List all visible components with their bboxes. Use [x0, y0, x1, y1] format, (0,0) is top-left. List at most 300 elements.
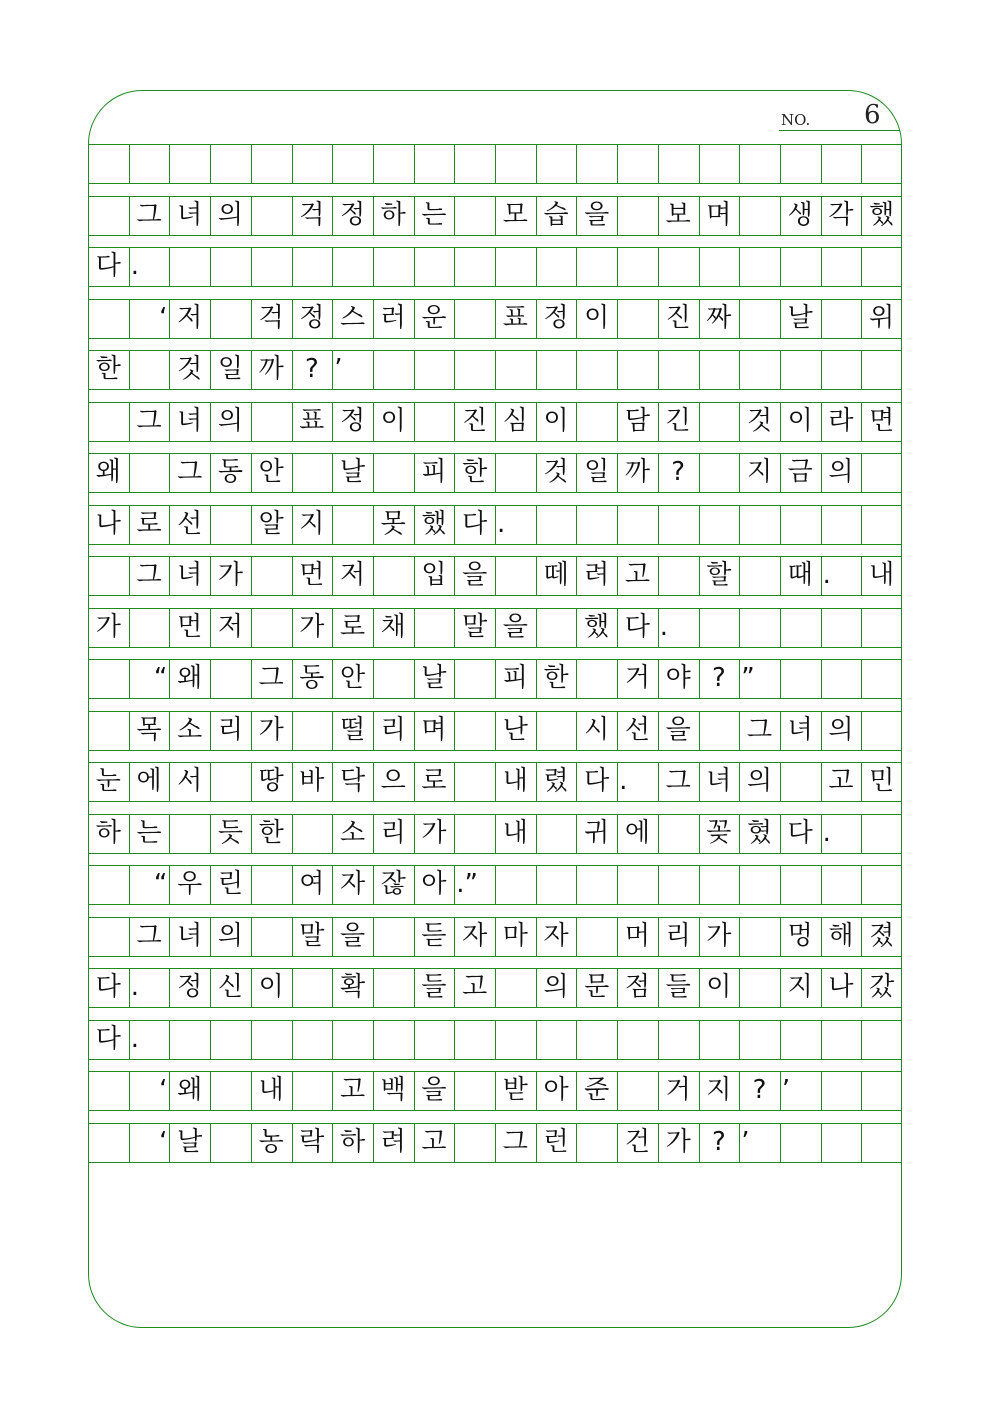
grid-line — [210, 556, 211, 595]
grid-line — [861, 814, 862, 853]
grid-line — [861, 299, 862, 338]
grid-line — [251, 659, 252, 698]
grid-line — [617, 505, 618, 544]
manuscript-cell: 목 — [136, 714, 162, 745]
manuscript-cell: “ — [153, 663, 168, 693]
manuscript-cell — [780, 608, 821, 647]
grid-line — [332, 865, 333, 904]
manuscript-cell: . — [130, 1023, 139, 1054]
manuscript-cell — [739, 505, 780, 544]
manuscript-cell: 알 — [258, 508, 284, 539]
manuscript-cell: 자 — [543, 920, 569, 951]
grid-line — [129, 608, 130, 647]
manuscript-cell: 리 — [380, 714, 406, 745]
grid-line — [739, 968, 740, 1007]
grid-line — [699, 556, 700, 595]
grid-line — [699, 968, 700, 1007]
grid-line — [821, 1020, 822, 1059]
grid-line — [414, 762, 415, 801]
manuscript-cell: 내 — [502, 766, 528, 796]
grid-line — [617, 865, 618, 904]
manuscript-cell: 잖 — [380, 869, 406, 899]
grid-line — [414, 299, 415, 338]
grid-line — [739, 453, 740, 492]
manuscript-cell — [821, 1020, 862, 1059]
grid-line — [88, 286, 902, 287]
manuscript-cell — [536, 814, 577, 853]
grid-line — [861, 1071, 862, 1110]
grid-line — [658, 814, 659, 853]
grid-line — [169, 865, 170, 904]
manuscript-cell — [739, 968, 780, 1007]
manuscript-cell — [373, 917, 414, 956]
manuscript-cell — [88, 917, 129, 956]
manuscript-cell: 그 — [136, 920, 162, 951]
manuscript-cell: 가 — [258, 714, 284, 745]
manuscript-cell — [739, 299, 780, 338]
grid-line — [292, 762, 293, 801]
grid-line — [658, 865, 659, 904]
grid-line — [88, 647, 902, 648]
manuscript-cell — [861, 1071, 902, 1110]
manuscript-cell: 할 — [706, 560, 732, 590]
manuscript-cell: 난 — [502, 714, 528, 745]
grid-line — [576, 1020, 577, 1059]
grid-line — [780, 505, 781, 544]
grid-line — [454, 350, 455, 389]
grid-line — [780, 968, 781, 1007]
manuscript-cell: 것 — [543, 457, 569, 487]
grid-line — [699, 1071, 700, 1110]
manuscript-cell: 의 — [828, 457, 854, 487]
manuscript-cell: . — [822, 560, 831, 590]
grid-line — [739, 917, 740, 956]
manuscript-cell: 며 — [421, 714, 447, 745]
manuscript-cell — [780, 1123, 821, 1162]
manuscript-cell: . — [619, 766, 628, 796]
grid-line — [129, 659, 130, 698]
grid-line — [821, 917, 822, 956]
page-number-label: NO. — [781, 111, 811, 129]
grid-line — [88, 801, 902, 802]
grid-line — [658, 917, 659, 956]
grid-line — [699, 196, 700, 235]
grid-line — [739, 1123, 740, 1162]
grid-line — [169, 659, 170, 698]
manuscript-cell: 정 — [339, 199, 366, 230]
grid-line — [251, 865, 252, 904]
manuscript-cell: 입 — [421, 560, 447, 590]
manuscript-cell: 선 — [624, 714, 650, 745]
manuscript-cell: .” — [456, 869, 479, 899]
manuscript-cell: 이 — [706, 972, 732, 1002]
manuscript-cell: 며 — [706, 199, 732, 230]
grid-line — [780, 1020, 781, 1059]
grid-line — [251, 711, 252, 750]
grid-line — [495, 144, 496, 183]
grid-line — [88, 544, 902, 545]
grid-line — [495, 196, 496, 235]
manuscript-cell: 다 — [787, 817, 813, 848]
grid-line — [576, 968, 577, 1007]
manuscript-cell — [292, 144, 333, 183]
manuscript-cell: 각 — [828, 199, 854, 230]
manuscript-cell — [169, 144, 210, 183]
grid-line — [210, 350, 211, 389]
manuscript-cell — [658, 144, 699, 183]
grid-line — [536, 1071, 537, 1110]
manuscript-cell: 여 — [299, 869, 325, 899]
manuscript-cell: 녀 — [177, 560, 203, 590]
grid-line — [129, 1071, 130, 1110]
grid-line — [780, 144, 781, 183]
manuscript-cell: 이 — [380, 405, 406, 436]
grid-line — [251, 196, 252, 235]
manuscript-cell: 가 — [95, 611, 121, 642]
manuscript-cell: 했 — [584, 611, 610, 642]
manuscript-cell — [576, 247, 617, 286]
grid-line — [414, 1071, 415, 1110]
manuscript-cell: 저 — [177, 302, 203, 333]
grid-line — [617, 453, 618, 492]
manuscript-cell: ‘ — [159, 1126, 168, 1157]
grid-line — [658, 144, 659, 183]
manuscript-cell — [699, 505, 740, 544]
manuscript-cell: 들 — [665, 972, 691, 1002]
manuscript-cell: 리 — [665, 920, 691, 951]
grid-line — [332, 1071, 333, 1110]
grid-line — [251, 917, 252, 956]
grid-line — [536, 402, 537, 441]
manuscript-cell: 운 — [421, 302, 447, 333]
manuscript-cell: 건 — [624, 1126, 650, 1157]
grid-line — [739, 1071, 740, 1110]
manuscript-cell — [454, 350, 495, 389]
grid-line — [169, 556, 170, 595]
grid-line — [821, 762, 822, 801]
grid-line — [454, 505, 455, 544]
grid-line — [129, 556, 130, 595]
grid-line — [210, 247, 211, 286]
grid-line — [780, 711, 781, 750]
grid-line — [536, 917, 537, 956]
manuscript-cell — [292, 814, 333, 853]
grid-line — [373, 505, 374, 544]
grid-line — [495, 865, 496, 904]
manuscript-cell — [699, 453, 740, 492]
grid-line — [617, 402, 618, 441]
grid-line — [739, 402, 740, 441]
manuscript-cell: 의 — [543, 972, 569, 1002]
grid-line — [821, 299, 822, 338]
grid-line — [88, 698, 902, 699]
grid-line — [495, 247, 496, 286]
manuscript-cell — [576, 865, 617, 904]
manuscript-cell: 나 — [828, 972, 854, 1002]
manuscript-cell: 에 — [136, 766, 162, 796]
grid-line — [495, 505, 496, 544]
grid-line — [536, 453, 537, 492]
manuscript-cell — [821, 1123, 862, 1162]
grid-line — [780, 556, 781, 595]
grid-line — [129, 711, 130, 750]
grid-line — [251, 968, 252, 1007]
manuscript-cell: 을 — [665, 714, 691, 745]
manuscript-cell — [373, 144, 414, 183]
grid-line — [576, 917, 577, 956]
manuscript-cell — [536, 505, 577, 544]
manuscript-cell: 리 — [217, 714, 243, 745]
grid-line — [739, 659, 740, 698]
grid-line — [332, 247, 333, 286]
manuscript-cell: 떼 — [543, 560, 569, 590]
grid-line — [536, 711, 537, 750]
grid-line — [576, 608, 577, 647]
manuscript-cell — [495, 556, 536, 595]
manuscript-cell — [821, 350, 862, 389]
manuscript-cell: 다 — [95, 972, 121, 1002]
grid-line — [332, 299, 333, 338]
manuscript-cell: 소 — [339, 817, 366, 848]
grid-line — [251, 144, 252, 183]
manuscript-cell — [88, 659, 129, 698]
grid-line — [861, 453, 862, 492]
manuscript-cell — [699, 247, 740, 286]
grid-line — [332, 608, 333, 647]
grid-line — [617, 299, 618, 338]
manuscript-cell: 면 — [869, 405, 895, 436]
grid-line — [88, 183, 902, 184]
manuscript-cell: 다 — [95, 1023, 121, 1054]
grid-line — [210, 144, 211, 183]
manuscript-cell: 백 — [380, 1075, 406, 1105]
manuscript-cell — [454, 762, 495, 801]
manuscript-cell: 심 — [502, 405, 528, 436]
manuscript-cell: 의 — [746, 766, 773, 796]
manuscript-cell — [332, 144, 373, 183]
grid-line — [210, 299, 211, 338]
grid-line — [373, 350, 374, 389]
manuscript-cell: 을 — [339, 920, 366, 951]
manuscript-cell: 스 — [339, 302, 366, 333]
grid-line — [821, 453, 822, 492]
grid-line — [536, 505, 537, 544]
manuscript-cell — [861, 247, 902, 286]
grid-line — [495, 453, 496, 492]
manuscript-cell — [699, 711, 740, 750]
grid-line — [373, 865, 374, 904]
manuscript-cell — [88, 1071, 129, 1110]
manuscript-cell — [536, 1020, 577, 1059]
grid-line — [169, 1123, 170, 1162]
grid-line — [210, 659, 211, 698]
manuscript-cell — [617, 1071, 658, 1110]
grid-line — [332, 814, 333, 853]
grid-line — [495, 659, 496, 698]
manuscript-cell: 동 — [217, 457, 243, 487]
grid-line — [699, 1020, 700, 1059]
manuscript-cell — [861, 1020, 902, 1059]
grid-line — [536, 762, 537, 801]
manuscript-cell: 농 — [258, 1126, 284, 1157]
manuscript-cell: 의 — [217, 199, 243, 230]
manuscript-cell — [780, 659, 821, 698]
grid-line — [332, 144, 333, 183]
grid-line — [292, 1071, 293, 1110]
grid-line — [821, 350, 822, 389]
grid-line — [292, 711, 293, 750]
manuscript-cell: 그 — [502, 1126, 528, 1157]
manuscript-cell: 녀 — [706, 766, 732, 796]
grid-line — [88, 853, 902, 854]
manuscript-cell — [658, 556, 699, 595]
manuscript-cell — [251, 402, 292, 441]
grid-line — [414, 350, 415, 389]
manuscript-cell — [739, 917, 780, 956]
grid-line — [861, 196, 862, 235]
grid-line — [414, 453, 415, 492]
manuscript-cell — [658, 865, 699, 904]
manuscript-cell — [169, 1020, 210, 1059]
manuscript-cell — [373, 659, 414, 698]
grid-line — [699, 917, 700, 956]
grid-line — [251, 299, 252, 338]
grid-line — [617, 659, 618, 698]
grid-line — [332, 917, 333, 956]
manuscript-cell: 지 — [706, 1075, 732, 1105]
manuscript-cell: 때 — [787, 560, 813, 590]
manuscript-cell — [210, 762, 251, 801]
grid-line — [332, 453, 333, 492]
grid-line — [251, 453, 252, 492]
grid-line — [292, 659, 293, 698]
grid-line — [576, 350, 577, 389]
grid-line — [658, 711, 659, 750]
grid-line — [210, 196, 211, 235]
manuscript-cell: 날 — [177, 1126, 203, 1157]
manuscript-cell: 아 — [421, 869, 447, 899]
manuscript-cell: 습 — [543, 199, 569, 230]
manuscript-cell: 안 — [339, 663, 366, 693]
grid-line — [129, 968, 130, 1007]
grid-line — [332, 711, 333, 750]
manuscript-cell: 눈 — [95, 766, 121, 796]
grid-line — [658, 556, 659, 595]
manuscript-cell — [495, 144, 536, 183]
grid-line — [536, 659, 537, 698]
manuscript-cell — [821, 1071, 862, 1110]
grid-line — [536, 299, 537, 338]
grid-line — [169, 968, 170, 1007]
grid-line — [332, 1123, 333, 1162]
grid-line — [129, 917, 130, 956]
grid-line — [495, 402, 496, 441]
grid-line — [414, 402, 415, 441]
grid-line — [292, 1123, 293, 1162]
manuscript-cell — [658, 505, 699, 544]
manuscript-cell — [739, 196, 780, 235]
manuscript-cell — [617, 865, 658, 904]
manuscript-cell — [739, 247, 780, 286]
manuscript-cell: 일 — [217, 354, 243, 384]
grid-line — [739, 1020, 740, 1059]
manuscript-cell: 소 — [177, 714, 203, 745]
grid-line — [251, 814, 252, 853]
manuscript-cell — [373, 350, 414, 389]
manuscript-cell: 정 — [299, 302, 325, 333]
grid-line — [739, 556, 740, 595]
manuscript-cell — [292, 247, 333, 286]
manuscript-cell — [495, 865, 536, 904]
grid-line — [739, 814, 740, 853]
grid-line — [495, 556, 496, 595]
grid-line — [210, 608, 211, 647]
grid-line — [495, 1071, 496, 1110]
manuscript-cell — [536, 144, 577, 183]
manuscript-cell: 금 — [787, 457, 813, 487]
manuscript-cell: 고 — [624, 560, 650, 590]
manuscript-cell: 우 — [177, 869, 203, 899]
grid-line — [617, 144, 618, 183]
grid-line — [454, 144, 455, 183]
grid-line — [373, 453, 374, 492]
grid-line — [88, 904, 902, 905]
manuscript-cell — [658, 1020, 699, 1059]
grid-line — [658, 1020, 659, 1059]
manuscript-cell: 날 — [787, 302, 813, 333]
grid-line — [454, 608, 455, 647]
grid-line — [414, 865, 415, 904]
manuscript-cell — [861, 659, 902, 698]
manuscript-cell: 가 — [665, 1126, 691, 1157]
grid-line — [454, 453, 455, 492]
grid-line — [414, 247, 415, 286]
grid-line — [332, 505, 333, 544]
manuscript-cell — [210, 1071, 251, 1110]
manuscript-cell — [454, 1020, 495, 1059]
grid-line — [373, 659, 374, 698]
manuscript-cell: 위 — [869, 302, 895, 333]
manuscript-cell — [495, 968, 536, 1007]
manuscript-cell: 닥 — [339, 766, 366, 796]
manuscript-cell: 그 — [177, 457, 203, 487]
grid-line — [414, 608, 415, 647]
manuscript-cell: 그 — [746, 714, 773, 745]
manuscript-cell — [739, 350, 780, 389]
manuscript-cell — [210, 659, 251, 698]
grid-line — [576, 556, 577, 595]
manuscript-cell: 지 — [746, 457, 773, 487]
grid-line — [454, 1071, 455, 1110]
grid-line — [129, 1020, 130, 1059]
manuscript-cell: 말 — [299, 920, 325, 951]
manuscript-cell: 녀 — [787, 714, 813, 745]
grid-line — [251, 402, 252, 441]
grid-line — [861, 762, 862, 801]
manuscript-cell: 정 — [177, 972, 203, 1002]
grid-line — [373, 1123, 374, 1162]
grid-line — [169, 350, 170, 389]
manuscript-cell: 지 — [299, 508, 325, 539]
manuscript-cell — [861, 144, 902, 183]
grid-line — [617, 814, 618, 853]
manuscript-cell: 로 — [339, 611, 366, 642]
grid-line — [88, 1110, 902, 1111]
grid-line — [821, 556, 822, 595]
grid-line — [821, 1071, 822, 1110]
grid-line — [210, 968, 211, 1007]
grid-line — [332, 556, 333, 595]
